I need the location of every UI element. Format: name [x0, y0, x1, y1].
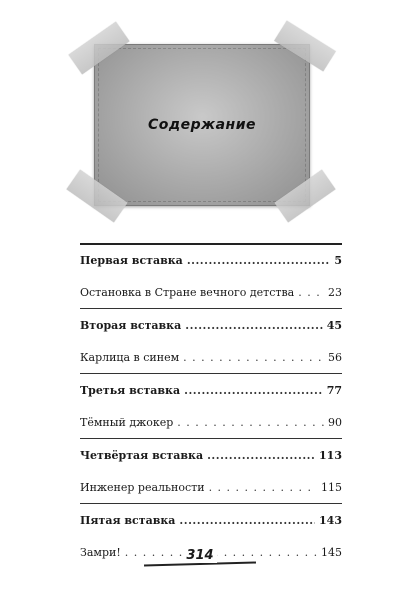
toc-chapter-2[interactable]	[80, 319, 342, 333]
table-of-contents	[80, 243, 342, 560]
dot-leader	[298, 286, 324, 300]
toc-subchapter-2[interactable]	[80, 351, 342, 365]
subchapter-label: Тёмный джокер	[80, 416, 174, 429]
chapter-page: 143	[319, 514, 342, 527]
header-card	[80, 30, 322, 226]
chapter-label: Вторая вставка	[80, 319, 182, 332]
page-title: Содержание	[147, 117, 257, 133]
chapter-page: 113	[319, 449, 342, 462]
toc-subchapter-3[interactable]	[80, 416, 342, 430]
subchapter-label: Инженер реальности	[80, 481, 205, 494]
chapter-page: 77	[326, 384, 342, 397]
page-footer	[140, 548, 260, 572]
chapter-page: 45	[326, 319, 342, 332]
divider	[80, 308, 342, 309]
divider	[80, 438, 342, 439]
subchapter-page: 115	[321, 481, 342, 494]
toc-subchapter-1[interactable]	[80, 286, 342, 300]
dot-leader	[187, 254, 331, 268]
toc-chapter-5[interactable]	[80, 514, 342, 528]
chapter-label: Третья вставка	[80, 384, 181, 397]
toc-chapter-3[interactable]	[80, 384, 342, 398]
subchapter-label: Остановка в Стране вечного детства	[80, 286, 295, 299]
page-number: 314	[183, 548, 217, 563]
dot-leader	[209, 481, 317, 495]
dot-leader	[185, 319, 322, 333]
divider	[80, 503, 342, 504]
toc-chapter-1[interactable]	[80, 254, 342, 268]
dot-leader	[177, 416, 324, 430]
chapter-page: 5	[334, 254, 342, 267]
subchapter-page: 90	[328, 416, 342, 429]
chapter-label: Первая вставка	[80, 254, 183, 267]
toc-chapter-4[interactable]	[80, 449, 342, 463]
subchapter-label: Карлица в синем	[80, 351, 180, 364]
chapter-label: Пятая вставка	[80, 514, 176, 527]
chapter-label: Четвёртая вставка	[80, 449, 204, 462]
toc-subchapter-4[interactable]	[80, 481, 342, 495]
subchapter-label: Замри!	[80, 546, 121, 559]
divider	[80, 243, 342, 245]
subchapter-page: 23	[328, 286, 342, 299]
subchapter-page: 145	[321, 546, 342, 559]
subchapter-page: 56	[328, 351, 342, 364]
dot-leader	[184, 384, 323, 398]
dot-leader	[207, 449, 315, 463]
divider	[80, 373, 342, 374]
dot-leader	[179, 514, 315, 528]
photo-card	[94, 44, 310, 206]
dot-leader	[183, 351, 324, 365]
